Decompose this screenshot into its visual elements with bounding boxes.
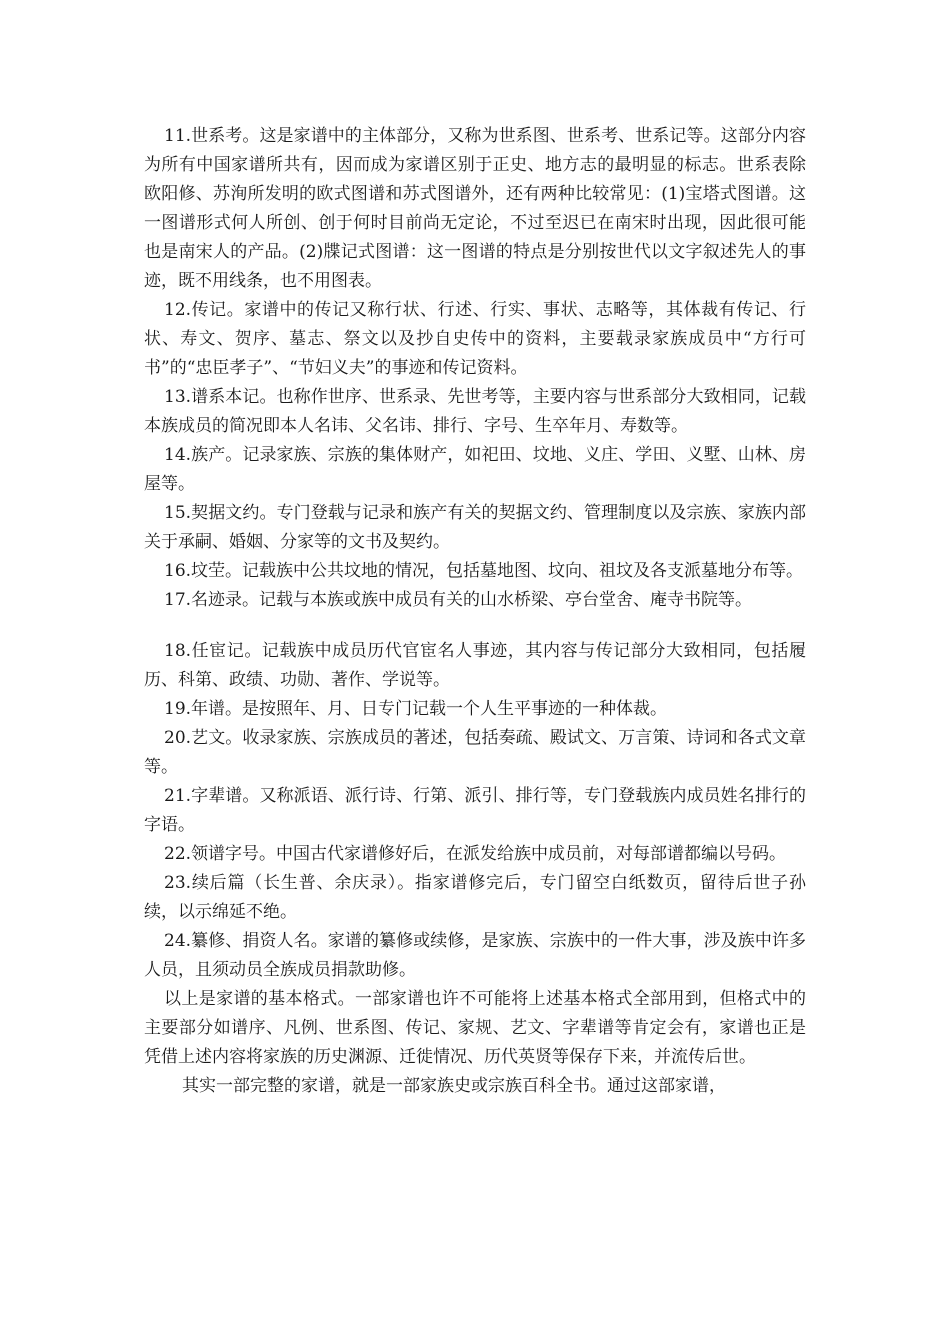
paragraph-13-genealogy-record: 13.谱系本记。也称作世序、世系录、先世考等，主要内容与世系部分大致相同，记载本族成员的简况即本人名讳、父名讳、排行、字号、生卒年月、寿数等。 xyxy=(144,387,806,436)
paragraph-22-copy-numbers: 22.领谱字号。中国古代家谱修好后，在派发给族中成员前，对每部谱都编以号码。 xyxy=(164,844,787,864)
paragraph-21-generation-names: 21.字辈谱。又称派语、派行诗、行第、派引、排行等，专门登载族内成员姓名排行的字语。 xyxy=(144,786,806,835)
paragraph-conclusion: 其实一部完整的家谱，就是一部家族史或宗族百科全书。通过这部家谱， xyxy=(182,1076,726,1096)
document-page xyxy=(144,122,806,1101)
paragraph-11-lineage: 11.世系考。这是家谱中的主体部分，又称为世系图、世系考、世系记等。这部分内容为所有中国家谱所共有，因而成为家谱区别于正史、地方志的最明显的标志。世系表除欧阳修、苏洵所发明的欧式图谱和苏式图谱外，还有两种比较常见：(1)宝塔式图谱。这一图谱形式何人所创、创于何时目前尚无定论，不过至迟已在南宋时出现，因此很可能也是南宋人的产品。(2)牒记式图谱：这一图谱的特点是分别按世代以文字叙述先人的事迹，既不用线条，也不用图表。 xyxy=(144,126,806,291)
paragraph-23-continuation: 23.续后篇（长生普、余庆录）。指家谱修完后，专门留空白纸数页，留待后世子孙续，以示绵延不绝。 xyxy=(144,873,806,922)
paragraph-20-literature: 20.艺文。收录家族、宗族成员的著述，包括奏疏、殿试文、万言策、诗词和各式文章等。 xyxy=(144,728,806,777)
paragraph-summary: 以上是家谱的基本格式。一部家谱也许不可能将上述基本格式全部用到，但格式中的主要部分如谱序、凡例、世系图、传记、家规、艺文、字辈谱等肯定会有，家谱也正是凭借上述内容将家族的历史渊源、迁徙情况、历代英贤等保存下来，并流传后世。 xyxy=(144,989,806,1067)
paragraph-15-contracts: 15.契据文约。专门登载与记录和族产有关的契据文约、管理制度以及宗族、家族内部关于承嗣、婚姻、分家等的文书及契约。 xyxy=(144,503,806,552)
paragraph-24-compilers: 24.纂修、捐资人名。家谱的纂修或续修，是家族、宗族中的一件大事，涉及族中许多人员，且须动员全族成员捐款助修。 xyxy=(144,931,806,980)
paragraph-16-graves: 16.坟茔。记载族中公共坟地的情况，包括墓地图、坟向、祖坟及各支派墓地分布等。 xyxy=(164,561,804,581)
paragraph-19-chronicle: 19.年谱。是按照年、月、日专门记载一个人生平事迹的一种体裁。 xyxy=(164,699,668,719)
paragraph-18-officials: 18.任宦记。记载族中成员历代官宦名人事迹，其内容与传记部分大致相同，包括履历、科第、政绩、功勋、著作、学说等。 xyxy=(144,641,806,690)
blank-line xyxy=(144,615,806,637)
paragraph-12-biography: 12.传记。家谱中的传记又称行状、行述、行实、事状、志略等，其体裁有传记、行状、寿文、贺序、墓志、祭文以及抄自史传中的资料，主要载录家族成员中“方行可书”的“忠臣孝子”、“节妇义夫”的事迹和传记资料。 xyxy=(144,300,806,378)
paragraph-14-clan-property: 14.族产。记录家族、宗族的集体财产，如祀田、坟地、义庄、学田、义墅、山林、房屋等。 xyxy=(144,445,806,494)
paragraph-17-sites: 17.名迹录。记载与本族或族中成员有关的山水桥梁、亭台堂舍、庵寺书院等。 xyxy=(164,590,753,610)
